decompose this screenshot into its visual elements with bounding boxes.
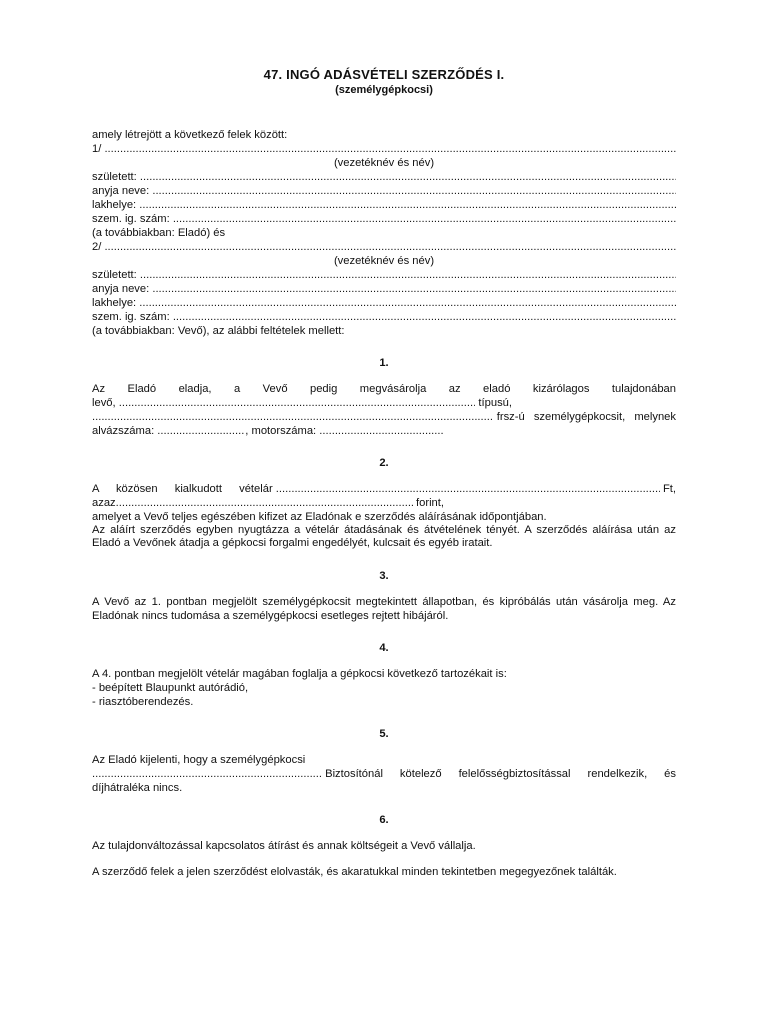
party1-mother-line: anyja neve: ..... (92, 184, 676, 198)
document-title: 47. INGÓ ADÁSVÉTELI SZERZŐDÉS I. (263, 67, 505, 82)
section-2-line-3: amelyet a Vevő teljes egészében kifizet az Eladónak e szerződés aláírásának időpontjában. (92, 511, 547, 523)
section-5-number: 5. (379, 727, 389, 740)
section-5-line-3: díjhátraléka nincs. (92, 781, 183, 794)
section-2-number: 2. (379, 457, 389, 469)
section-6-number: 6. (379, 813, 389, 826)
party2-name-line: 2/ ..... (92, 240, 676, 254)
section-1-line-4: alvázszáma: ..... , motorszáma: ..... (92, 424, 444, 438)
section-1-line-2: levő, ..... típusú, (92, 396, 512, 410)
section-4-number: 4. (379, 641, 389, 654)
document-subtitle: (személygépkocsi) (335, 84, 433, 96)
party2-address-line: lakhelye: ..... (92, 296, 676, 310)
section-1-line-3: ..... frsz-ú személygépkocsit, melynek (92, 410, 676, 424)
section-5-line-2: ..... Biztosítónál kötelező felelősségbiztosítással rendelkezik, és (92, 767, 676, 781)
party1-id-line: szem. ig. szám: ..... (92, 212, 676, 226)
party2-id-line: szem. ig. szám: ..... (92, 310, 676, 324)
party1-address-line: lakhelye: ..... (92, 198, 676, 212)
section-1-number: 1. (379, 357, 389, 369)
section-1-line-1: Az Eladó eladja, a Vevő pedig megvásárolja az eladó kizárólagos tulajdonában (92, 383, 676, 395)
section-5-line-1: Az Eladó kijelenti, hogy a személygépkocsi (92, 753, 306, 766)
section-2-line-1: A közösen kialkudott vételár ..... Ft, (92, 482, 676, 496)
section-4-line-1: A 4. pontban megjelölt vételár magában foglalja a gépkocsi következő tartozékait is: (92, 667, 507, 680)
contract-body (92, 128, 676, 879)
party2-name-hint: (vezetéknév és név) (333, 255, 435, 267)
section-2-paragraph: Az aláírt szerződés egyben nyugtázza a vételár átadásának és átvételének tényét. A szerződés aláírása után az Eladó a Vevőnek átadja a gépkocsi forgalmi engedélyét, kulcsait és egyéb iratait. (92, 524, 676, 550)
section-4-item-2: - riasztóberendezés. (92, 695, 194, 708)
party2-mother-line: anyja neve: ..... (92, 282, 676, 296)
party1-born-line: született: ..... (92, 170, 676, 184)
section-6-paragraph: A szerződő felek a jelen szerződést elolvasták, és akaratukkal minden tekintetben megegyezőnek találták. (92, 865, 617, 878)
buyer-note: (a továbbiakban: Vevő), az alábbi feltételek mellett: (92, 325, 345, 337)
seller-note: (a továbbiakban: Eladó) és (92, 227, 226, 239)
section-4-item-1: - beépített Blaupunkt autórádió, (92, 681, 249, 694)
section-6-line-1: Az tulajdonváltozással kapcsolatos átírást és annak költségeit a Vevő vállalja. (92, 839, 476, 852)
party1-name-line: 1/ ..... (92, 142, 676, 156)
section-3-paragraph: A Vevő az 1. pontban megjelölt személygépkocsit megtekintett állapotban, és kipróbálás után vásárolja meg. Az Eladónak nincs tudomása a személygépkocsi esetleges rejtett hibájáról. (92, 595, 676, 622)
section-3-number: 3. (379, 569, 389, 582)
party2-born-line: született: ..... (92, 268, 676, 282)
party1-name-hint: (vezetéknév és név) (333, 157, 435, 169)
parties-intro: amely létrejött a következő felek között: (92, 129, 288, 141)
section-2-line-2: azaz ..... forint, (92, 496, 444, 510)
